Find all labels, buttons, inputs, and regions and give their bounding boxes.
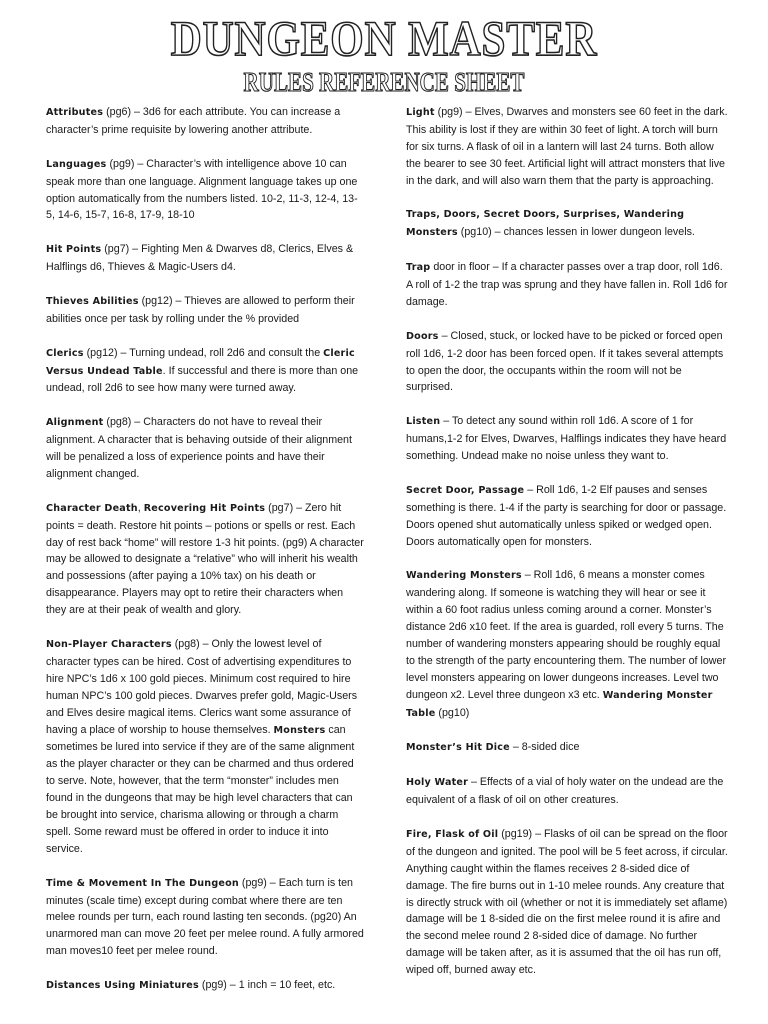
rule-heading: Time & Movement In The Dungeon [46, 877, 239, 889]
rule-text: , [137, 501, 144, 514]
rule-entry [406, 206, 728, 242]
rule-heading: Monster’s Hit Dice [406, 742, 510, 754]
rule-text: (pg10) – chances lessen in lower dungeon levels. [457, 226, 695, 239]
rule-entry [46, 241, 364, 276]
rule-entry [46, 104, 364, 139]
rule-text: – To detect any sound within roll 1d6. A score of 1 for humans,1-2 for Elves, Dwarves, Halflings indicates they have heard something. Undead make no noise unless they want to. [406, 415, 727, 463]
rule-text: – 8-sided dice [509, 741, 580, 754]
left-column [46, 104, 364, 1012]
rule-entry [406, 482, 728, 551]
rule-text: (pg12) – Thieves are allowed to perform their abilities once per task by rolling under the % provided [46, 294, 355, 325]
rule-entry [406, 413, 728, 465]
rule-heading: Languages [46, 158, 107, 170]
rule-heading: Character Death [46, 502, 138, 514]
rule-text: (pg9) – 1 inch = 10 feet, etc. [198, 979, 336, 992]
rule-heading: Light [406, 107, 435, 118]
rule-heading: Wandering Monster Table [406, 689, 713, 719]
rule-entry [406, 774, 728, 809]
rule-entry [406, 328, 728, 397]
rule-heading: Cleric Versus Undead Table [46, 347, 355, 377]
rule-heading: Hit Points [46, 244, 102, 256]
rule-entry [406, 104, 728, 190]
page-title: DUNGEON MASTER [170, 10, 598, 66]
rule-text: . If successful and there is more than one undead, roll 2d6 to see how many were turned away. [46, 364, 359, 395]
rule-text: (pg12) – Turning undead, roll 2d6 and consult the [83, 346, 324, 359]
rule-entry [406, 739, 728, 757]
rule-heading: Listen [406, 416, 441, 428]
rule-text: (pg8) – Characters do not have to reveal their alignment. A character that is behaving outside of their alignment will be penalized a loss of experience points and have their alignment changed. [46, 416, 352, 480]
rule-entry [46, 156, 364, 225]
rule-heading: Fire, Flask of Oil [406, 828, 499, 840]
rule-text: (pg7) – Zero hit points = death. Restore hit points – potions or spells or rest. Each day of rest back “home” will restore 1-3 hit points. (pg9) A character may be allowed to designate a “relative” who will inherit his wealth and possessions (after paying a 10% tax) on his death or disappearance. Players may opt to retire their characters when they are at their peak of wealth and glory. [46, 501, 364, 617]
rule-entry [46, 875, 364, 961]
rule-heading: Trap [406, 262, 431, 274]
rule-heading: Attributes [46, 107, 104, 118]
rule-text: (pg8) – Only the lowest level of character types can be hired. Cost of advertising expenditures to hire NPC’s 1d6 x 100 gold pieces. Minimum cost required to hire human NPC’s 100 gold pieces. Dwarves prefer gold, Magic-Users and Elves desire magical items. Clerics want some assurance of having a place of worship to house themselves. [46, 637, 358, 736]
rule-heading: Wandering Monsters [406, 570, 522, 582]
rule-heading: Alignment [46, 417, 104, 429]
rule-entry [406, 567, 728, 722]
rule-text: – Effects of a vial of holy water on the undead are the equivalent of a flask of oil on other creatures. [406, 776, 724, 807]
rule-entry [46, 345, 364, 398]
rule-entry [46, 636, 364, 858]
rule-entry [406, 826, 728, 979]
right-column [406, 104, 728, 996]
rule-heading: Clerics [46, 347, 84, 359]
rule-heading: Doors [406, 330, 439, 342]
rule-text: – Roll 1d6, 6 means a monster comes wandering along. If someone is watching they will hear or see it within a 60 foot radius unless coming around a corner. Monster’s distance 2d6 x10 feet. If the area is guarded, roll every 5 turns. The number of wandering monsters appearing should be roughly equal to the strength of the party encountering them. The number of lower level monsters appearing on lower dungeons increases. Level two dungeon x2. Level three dungeon x3 etc. [406, 569, 727, 701]
rule-heading: Holy Water [406, 777, 469, 789]
rule-text: (pg10) [435, 706, 470, 719]
rule-heading: Traps, Doors, Secret Doors, Surprises, Wandering Monsters [406, 209, 685, 239]
rule-text: door in floor – If a character passes over a trap door, roll 1d6. A roll of 1-2 the trap was sprung and they have fallen in. Roll 1d6 for damage. [406, 261, 728, 308]
rule-heading: Thieves Abilities [46, 295, 139, 307]
rule-entry [46, 977, 364, 995]
rule-text: (pg9) – Each turn is ten minutes (scale time) except during combat where there are ten melee rounds per turn, each round lasting ten seconds. (pg20) An unarmored man can move 20 feet per melee round. A fully armored man moves10 feet per melee round. [46, 876, 364, 958]
rule-entry [46, 500, 364, 619]
rule-text: (pg6) – 3d6 for each attribute. You can increase a character’s prime requisite by lowering another attribute. [46, 106, 341, 136]
rule-heading: Secret Door, Passage [406, 484, 525, 496]
rule-entry [406, 259, 728, 311]
rule-text: – Closed, stuck, or locked have to be picked or forced open roll 1d6, 1-2 door has been forced open. If it takes several attempts to open the door, the occupants within the room will not be surprised. [406, 329, 724, 394]
rule-heading: Distances Using Miniatures [46, 980, 199, 992]
rule-heading: Non-Player Characters [46, 638, 172, 650]
rule-text: (pg7) – Fighting Men & Dwarves d8, Clerics, Elves & Halflings d6, Thieves & Magic-Users d4. [46, 243, 354, 274]
rule-text: can sometimes be lured into service if they are of the same alignment as the player character or they can be charmed and thus ordered to serve. Note, however, that the term “monster” includes men found in the dungeons that may be high level characters that can be brought into service, charisma allowing or through a charm spell. Some reward must be offered in order to induce it into service. [46, 723, 355, 855]
rule-heading: Recovering Hit Points [143, 502, 266, 514]
rule-text: – Roll 1d6, 1-2 Elf pauses and senses something is there. 1-4 if the party is searching for door or passage. Doors opened shut automatically unless spiked or wedged open. Doors automatically open for monsters. [406, 483, 727, 548]
rule-text: (pg19) – Flasks of oil can be spread on the floor of the dungeon and ignited. The pool will be 5 feet across, if circular. Anything caught within the flames receives 2 8-sided dice of damage. The fire burns out in 1-10 melee rounds. Any creature that is directly struck with oil (whether or not it is immediately set aflame) damage will be 1 8-sided die on the first melee round it is afire and the second melee round 2 8-sided dice of damage. No further damage will be taken after, as it is assumed that the oil has run off, wiped off, burned away etc. [406, 827, 728, 977]
rule-heading: Monsters [273, 724, 326, 736]
rule-entry [46, 293, 364, 328]
rule-text: (pg9) – Elves, Dwarves and monsters see 60 feet in the dark. This ability is lost if they are within 30 feet of light. A torch will burn for six turns. A flask of oil in a lantern will last 24 turns. Both allow the bearer to see 30 feet. Artificial light will attract monsters that live in the dark, and will also warn them that the party is approaching. [406, 106, 728, 187]
rule-entry [46, 414, 364, 483]
page-subtitle: RULES REFERENCE SHEET [243, 67, 525, 97]
rule-text: (pg9) – Character’s with intelligence above 10 can speak more than one language. Alignment language takes up one option automatically from the numbers listed. 10-2, 11-3, 12-4, 13-5, 14-6, 15-7, 16-8, 17-9, 18-10 [46, 157, 358, 222]
